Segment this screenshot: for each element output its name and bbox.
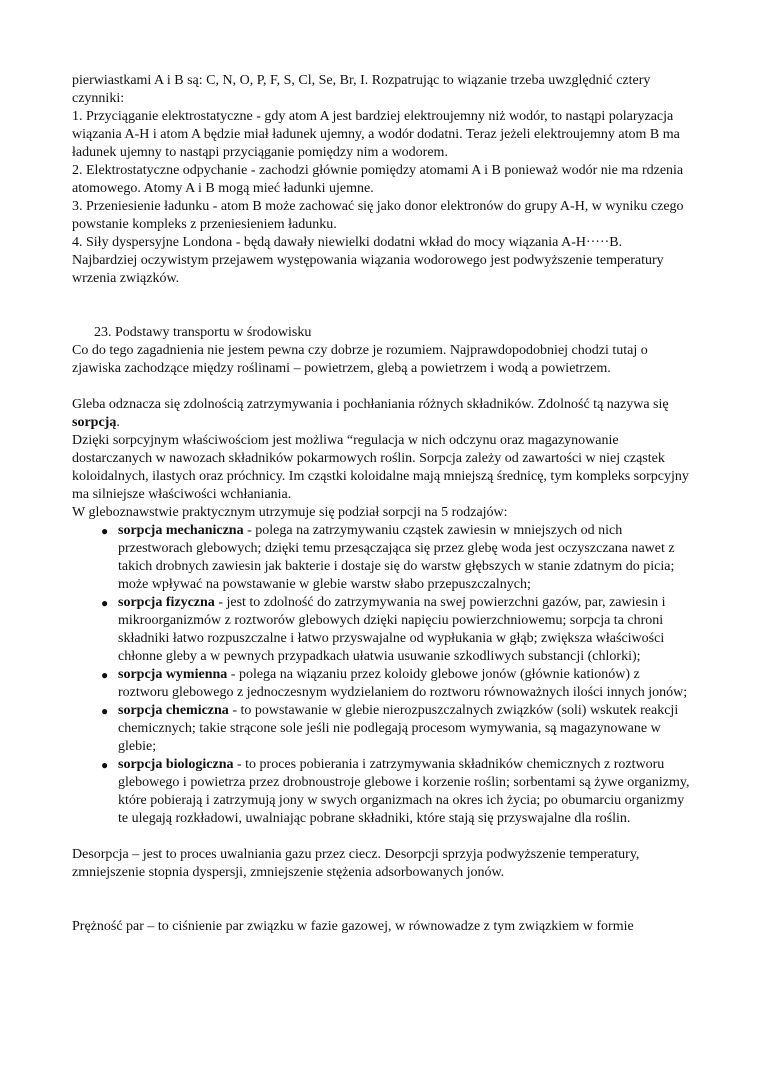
sorption-definition-text: Gleba odznacza się zdolnością zatrzymywania i pochłaniania różnych składników. Zdolność tą nazywa się (72, 397, 669, 412)
bullet-icon: ● (101, 704, 109, 718)
list-item (101, 522, 690, 594)
list-item-term: sorpcja fizyczna (118, 595, 215, 610)
list-item-text: - polega na wiązaniu przez koloidy glebowe jonów (głównie kationów) z roztworu glebowego z jednoczesnym wydzielaniem do roztworu równoważnych ilości innych jonów; (118, 667, 688, 700)
bullet-icon: ● (101, 524, 109, 538)
paragraph-factor-3: 3. Przeniesienie ładunku - atom B może zachować się jako donor elektronów do grupy A-H, w wyniku czego powstanie kompleks z przeniesieniem ładunku. (72, 199, 684, 232)
section-heading: 23. Podstawy transportu w środowisku (94, 325, 312, 340)
paragraph-desorption: Desorpcja – jest to proces uwalniania gazu przez ciecz. Desorpcji sprzyja podwyższenie temperatury, zmniejszenie stopnia dyspersji, zmniejszenie stężenia adsorbowanych jonów. (72, 847, 640, 880)
spacer (72, 900, 690, 918)
paragraph-hydrogen-bond-intro: pierwiastkami A i B są: C, N, O, P, F, S, Cl, Se, Br, I. Rozpatrując to wiązanie trzeba uwzględnić cztery czynniki: (72, 73, 651, 106)
list-item-term: sorpcja wymienna (118, 667, 228, 682)
paragraph-factor-2: 2. Elektrostatyczne odpychanie - zachodzi głównie pomiędzy atomami A i B ponieważ wodór nie ma rdzenia atomowego. Atomy A i B mogą mieć ładunki ujemne. (72, 163, 684, 196)
sorption-term: sorpcją (72, 415, 117, 430)
list-item-term: sorpcja biologiczna (118, 757, 234, 772)
list-item (101, 594, 690, 666)
paragraph-vapor-pressure: Prężność par – to ciśnienie par związku w fazie gazowej, w równowadze z tym związkiem w formie (72, 919, 634, 934)
bullet-icon: ● (101, 668, 109, 682)
list-item-term: sorpcja mechaniczna (118, 523, 244, 538)
paragraph-boiling-point: Najbardziej oczywistym przejawem występowania wiązania wodorowego jest podwyższenie temperatury wrzenia związków. (72, 253, 664, 286)
paragraph-factor-1: 1. Przyciąganie elektrostatyczne - gdy atom A jest bardziej elektroujemny niż wodór, to nastąpi polaryzacja wiązania A-H i atom A będzie miał ładunek ujemny, a wodór dodatni. Teraz jeżeli elektroujemny atom B ma ładunek ujemny to nastąpi przyciąganie pomiędzy nim a wodorem. (72, 109, 680, 160)
paragraph-transport-intro: Co do tego zagadnienia nie jestem pewna czy dobrze je rozumiem. Najprawdopodobniej chodzi tutaj o zjawiska zachodzące między roślinami – powietrzem, glebą a powietrzem i wodą a powietrzem. (72, 343, 648, 376)
spacer (72, 306, 690, 324)
list-item (101, 702, 690, 756)
bullet-icon: ● (101, 596, 109, 610)
list-item-text: - polega na zatrzymywaniu cząstek zawiesin w mniejszych od nich przestworach glebowych; dzięki temu przesączająca się przez glebę woda jest oczyszczana nawet z takich drobnych zawiesin jak bakterie i dostaje się do warstw głębszych w stanie zdatnym do picia; może wpływać na powstawanie w glebie warstw słabo przepuszczalnych; (118, 523, 675, 592)
list-item (101, 756, 690, 828)
spacer (72, 378, 690, 396)
list-item-text: - to powstawanie w glebie nierozpuszczalnych związków (soli) wskutek reakcji chemicznych; takie strącone sole jeśli nie podlegają procesom wymywania, są magazynowane w glebie; (118, 703, 679, 754)
spacer (72, 288, 690, 306)
spacer (72, 882, 690, 900)
sorption-types-list (72, 522, 690, 828)
paragraph-factor-4: 4. Siły dyspersyjne Londona - będą dawały niewielki dodatni wkład do mocy wiązania A-H·····B. (72, 235, 623, 250)
spacer (72, 828, 690, 846)
list-item-text: - jest to zdolność do zatrzymywania na swej powierzchni gazów, par, zawiesin i mikroorganizmów z roztworów glebowych dzięki napięciu powierzchniowemu; sorpcja ta chroni składniki łatwo rozpuszczalne i łatwo przyswajalne od wypłukania w głąb; zwiększa właściwości chłonne gleby a w pewnych przypadkach ułatwia usuwanie szkodliwych substancji (chlorki); (118, 595, 666, 664)
paragraph-sorption-definition (72, 396, 690, 432)
paragraph-sorption-types-intro: W gleboznawstwie praktycznym utrzymuje się podział sorpcji na 5 rodzajów: (72, 505, 508, 520)
list-item-text: - to proces pobierania i zatrzymywania składników chemicznych z roztworu glebowego i powietrza przez drobnoustroje glebowe i korzenie roślin; sorbentami są żywe organizmy, które pobierają i zatrzymują jony w swych organizmach na okres ich życia; po obumarciu organizmy te ulegają rozkładowi, uwalniając pobrane składniki, które stają się przyswajalne dla roślin. (118, 757, 690, 826)
paragraph-sorption-properties: Dzięki sorpcyjnym właściwościom jest możliwa “regulacja w nich odczynu oraz magazynowanie dostarczanych w nawozach składników pokarmowych roślin. Sorpcja zależy od zawartości w niej cząstek koloidalnych, ilastych oraz próchnicy. Im cząstki koloidalne mają mniejszą średnicę, tym kompleks sorpcyjny ma silniejsze właściwości wchłaniania. (72, 433, 689, 502)
list-item-term: sorpcja chemiczna (118, 703, 229, 718)
sorption-definition-end: . (116, 415, 120, 430)
bullet-icon: ● (101, 758, 109, 772)
list-item (101, 666, 690, 702)
